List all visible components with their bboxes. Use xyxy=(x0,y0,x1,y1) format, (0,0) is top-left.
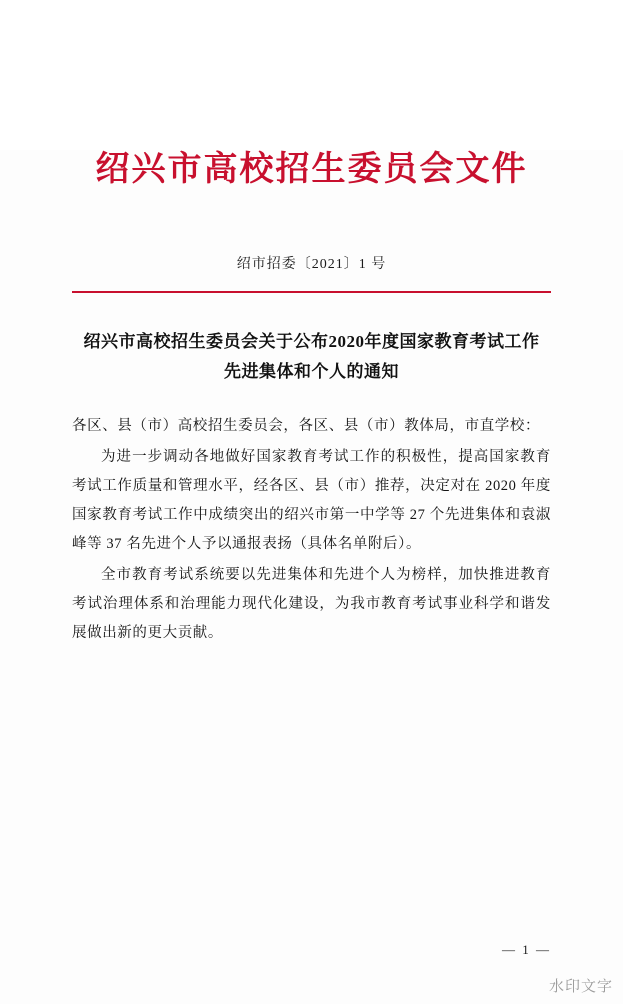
document-body xyxy=(72,412,551,648)
paragraph-addressee: 各区、县（市）高校招生委员会，各区、县（市）教体局，市直学校： xyxy=(72,418,541,435)
document-title: 绍兴市高校招生委员会文件 xyxy=(95,151,528,188)
document-subject-heading: 绍兴市高校招生委员会关于公布2020年度国家教育考试工作先进集体和个人的通知 xyxy=(83,331,540,381)
red-divider-rule xyxy=(72,291,551,293)
page-number: — 1 — xyxy=(502,942,551,957)
watermark-label: 水印文字 xyxy=(548,978,613,995)
paragraph-body-2: 全市教育考试系统要以先进集体和先进个人为榜样，加快推进教育考试治理体系和治理能力现代化建设，为我市教育考试事业科学和谐发展做出新的更大贡献。 xyxy=(72,567,551,642)
document-page xyxy=(0,150,623,1004)
paragraph-body-1: 为进一步调动各地做好国家教育考试工作的积极性，提高国家教育考试工作质量和管理水平，经各区、县（市）推荐，决定对在 2020 年度国家教育考试工作中成绩突出的绍兴市第一中学等 27 个先进集体和袁淑峰等 37 名先进个人予以通报表扬（具体名单附后）。 xyxy=(72,449,551,553)
document-number: 绍市招委〔2021〕1 号 xyxy=(236,256,387,272)
